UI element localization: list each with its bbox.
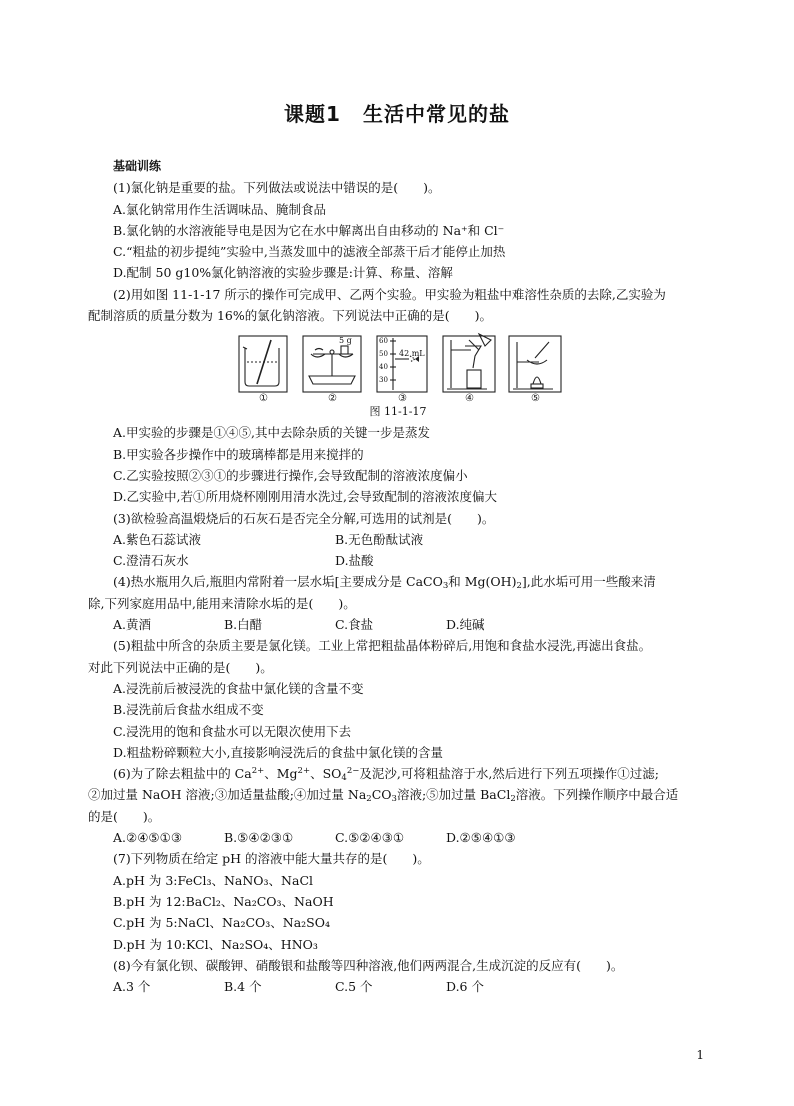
question-3-option-c: C.澄清石灰水 [113,553,189,569]
question-1-option-b: B.氯化钠的水溶液能导电是因为它在水中解离出自由移动的 Na⁺和 Cl⁻ [113,222,505,238]
figure-label-5: ⑤ [531,393,540,403]
page-number: 1 [696,1048,704,1062]
page-title [0,98,794,127]
lab-operations-figure [88,326,708,402]
question-8-option-a: A.3 个 [113,979,151,995]
volume-label: 42 mL [399,349,425,359]
question-2-option-c: C.乙实验按照②③①的步骤进行操作,会导致配制的溶液浓度偏小 [113,467,468,483]
tick-label-40: 40 [379,363,388,372]
figure-label-4: ④ [465,393,474,403]
question-4-option-b: B.白醋 [224,617,263,633]
question-5-option-a: A.浸洗前后被浸洗的食盐中氯化镁的含量不变 [113,680,364,696]
question-6-stem-line-3: 的是( )。 [88,808,161,824]
question-2-option-d: D.乙实验中,若①所用烧杯刚刚用清水洗过,会导致配制的溶液浓度偏大 [113,489,497,505]
figure-label-1: ① [259,393,268,403]
question-1-option-c: C.“粗盐的初步提纯”实验中,当蒸发皿中的滤液全部蒸干后才能停止加热 [113,244,506,260]
question-3-option-a: A.紫色石蕊试液 [113,531,202,547]
question-3-options-row-2 [88,550,708,571]
question-8-option-b: B.4 个 [224,979,262,995]
question-4-options [88,614,708,635]
question-4-stem-line-2: 除,下列家庭用品中,能用来清除水垢的是( )。 [88,595,356,611]
question-1-option-a: A.氯化钠常用作生活调味品、腌制食品 [113,201,327,217]
tick-label-50: 50 [379,350,388,359]
evaporation-setup-icon [509,336,561,392]
question-7-option-d: D.pH 为 10:KCl、Na₂SO₄、HNO₃ [113,936,318,952]
beaker-stirring-icon [239,336,287,392]
figure-label-2: ② [328,393,337,403]
question-6-option-c: C.⑤②④③① [335,830,405,846]
question-6-stem-line-1: (6)为了除去粗盐中的 $Ca^{2+}$、$Mg^{2+}$、$SO_4^{2-}$及泥沙,可将粗盐溶于水,然后进行下列五项操作①过滤; [113,766,660,784]
question-7-option-b: B.pH 为 12:BaCl₂、Na₂CO₃、NaOH [113,893,334,909]
question-6-option-b: B.⑤④②③① [224,830,294,846]
question-4-stem-line-1: (4)热水瓶用久后,瓶胆内常附着一层水垢[主要成分是 CaCO$_3$和 $Mg(OH)_2$],此水垢可用一些酸来清 [113,574,656,592]
question-5-option-b: B.浸洗前后食盐水组成不变 [113,702,264,718]
question-5-option-c: C.浸洗用的饱和食盐水可以无限次使用下去 [113,723,352,739]
question-7-option-a: A.pH 为 3:FeCl₃、NaNO₃、NaCl [113,872,314,888]
question-6-option-d: D.②⑤④①③ [446,830,516,846]
question-4-option-d: D.纯碱 [446,617,485,633]
weight-label: 5 g [339,336,352,346]
section-heading: 基础训练 [113,159,162,173]
question-4-option-a: A.黄酒 [113,617,152,633]
question-8-option-d: D.6 个 [446,979,484,995]
question-2-option-a: A.甲实验的步骤是①④⑤,其中去除杂质的关键一步是蒸发 [113,425,430,441]
question-2-option-b: B.甲实验各步操作中的玻璃棒都是用来搅拌的 [113,446,364,462]
question-1-option-d: D.配制 50 g10%氯化钠溶液的实验步骤是:计算、称量、溶解 [113,265,453,281]
question-7-option-c: C.pH 为 5:NaCl、Na₂CO₃、Na₂SO₄ [113,915,331,931]
question-3-options-row-1 [88,529,708,550]
question-3-option-d: D.盐酸 [335,553,374,569]
tick-label-30: 30 [379,376,388,385]
question-2-stem-line-2: 配制溶质的质量分数为 16%的氯化钠溶液。下列说法中正确的是( )。 [88,308,493,324]
lesson-title: 生活中常见的盐 [362,102,510,126]
question-5-option-d: D.粗盐粉碎颗粒大小,直接影响浸洗后的食盐中氯化镁的含量 [113,744,444,760]
question-2-stem-line-1: (2)用如图 11-1-17 所示的操作可完成甲、乙两个实验。甲实验为粗盐中难溶性杂质的去除,乙实验为 [113,286,666,302]
question-3-stem: (3)欲检验高温煅烧后的石灰石是否完全分解,可选用的试剂是( )。 [113,510,495,526]
figure-caption: 图 11-1-17 [369,405,427,419]
figure-label-3: ③ [398,393,407,403]
question-8-stem: (8)今有氯化钡、碳酸钾、硝酸银和盐酸等四种溶液,他们两两混合,生成沉淀的反应有( )。 [113,957,624,973]
lab-apparatus-illustration [235,328,565,402]
lesson-label: 课题1 [284,102,341,126]
question-6-option-a: A.②④⑤①③ [113,830,183,846]
question-8-option-c: C.5 个 [335,979,373,995]
question-5-stem-line-2: 对此下列说法中正确的是( )。 [88,659,273,675]
question-3-option-b: B.无色酚酞试液 [335,531,424,547]
question-1-stem: (1)氯化钠是重要的盐。下列做法或说法中错误的是( )。 [113,180,441,196]
question-5-stem-line-1: (5)粗盐中所含的杂质主要是氯化镁。工业上常把粗盐晶体粉碎后,用饱和食盐水浸洗,再滤出食盐。 [113,638,652,654]
question-6-options [88,827,708,848]
question-6-stem-line-2: ②加过量 NaOH 溶液;③加适量盐酸;④加过量 $Na_2CO_3$溶液;⑤加过量 BaCl$_2$溶液。下列操作顺序中最合适 [88,787,679,805]
question-8-options [88,976,708,997]
question-list [88,156,708,997]
balance-scale-icon [303,336,361,392]
filtration-setup-icon [443,334,495,392]
tick-label-60: 60 [379,337,388,346]
question-4-option-c: C.食盐 [335,617,374,633]
question-7-stem: (7)下列物质在给定 pH 的溶液中能大量共存的是( )。 [113,851,430,867]
